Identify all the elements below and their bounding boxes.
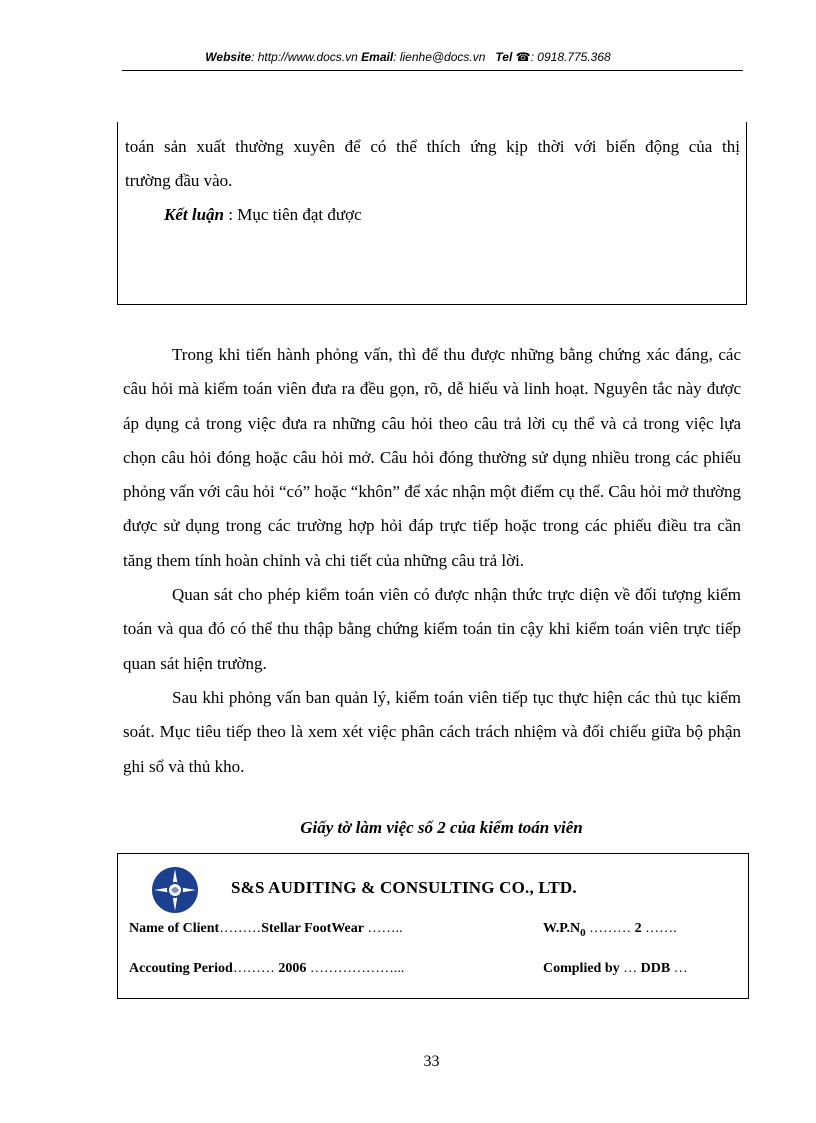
company-name: S&S AUDITING & CONSULTING CO., LTD. [231,878,577,897]
tel-value: : 0918.775.368 [530,50,611,64]
complied-value: DDB [640,961,671,976]
website-value: : http://www.docs.vn [251,50,358,64]
wpn-label: W.P.N [543,921,581,936]
complied-row [543,961,688,977]
wpn-subscript: 0 [580,926,586,939]
period-value: 2006 [278,961,307,976]
client-label: Name of Client [129,921,220,936]
client-dots-2: …….. [363,921,403,936]
body-text [123,338,741,784]
email-value: : lienhe@docs.vn [393,50,486,64]
company-logo-icon [151,866,199,914]
period-dots-2: ………………... [306,961,405,976]
period-row [129,961,404,977]
client-row [129,921,402,937]
paragraph-observation: Quan sát cho phép kiểm toán viên có được nhận thức trực diện về đối tượng kiểm toán và qua đó có thể thu thập bằng chứng kiểm toán tin cậy khi kiểm toán viên trực tiếp quan sát hiện trường. [123,585,741,673]
conclusion-line [118,198,746,232]
client-value: Stellar FootWear [261,921,364,936]
conclusion-label: Kết luận [164,205,224,224]
email-label: Email [361,50,394,64]
website-label: Website [205,50,252,64]
complied-label: Complied by [543,961,624,976]
phone-icon: ☎ [515,50,531,64]
page-number: 33 [423,1053,440,1070]
wpn-value: 2 [634,921,642,936]
wpn-row [543,921,677,939]
conclusion-box [117,122,747,305]
tel-label: Tel [495,50,513,64]
paragraph-interview: Trong khi tiến hành phỏng vấn, thì để thu được những bằng chứng xác đáng, các câu hỏi mà kiểm toán viên đưa ra đều gọn, rõ, dễ hiểu và linh hoạt. Nguyên tắc này được áp dụng cả trong việc đưa ra những câu hỏi theo câu trả lời cụ thể và cả trong việc lựa chọn câu hỏi đóng hoặc câu hỏi mở. Câu hỏi đóng thường sử dụng nhiều trong các phiếu phỏng vấn với câu hỏi “có” hoặc “khôn” để xác nhận một điểm cụ thể. Câu hỏi mở thường được sử dụng trong các trường hợp hỏi đáp trực tiếp hoặc trong các phiếu điều tra cần tăng them tính hoàn chỉnh và chi tiết của những câu trả lời. [123,345,741,570]
box-text-line2: trường đầu vào. [125,171,233,190]
wpn-dots-1: ……… [585,921,635,936]
complied-dots-2: … [670,961,688,976]
wpn-dots-2: ……. [641,921,677,936]
page-header [0,50,816,64]
header-divider [122,70,743,71]
conclusion-text: : Mục tiên đạt được [224,205,362,224]
working-paper-header-box [117,853,749,999]
client-dots-1: ……… [219,921,262,936]
period-label: Accouting Period [129,961,233,976]
working-paper-caption: Giấy tờ làm việc số 2 của kiểm toán viên [300,818,583,837]
paragraph-control: Sau khi phỏng vấn ban quản lý, kiểm toán viên tiếp tục thực hiện các thủ tục kiểm soát. Mục tiêu tiếp theo là xem xét việc phân cách trách nhiệm và đối chiếu giữa bộ phận ghi sổ và thủ kho. [123,687,741,776]
complied-dots-1: … [623,961,641,976]
period-dots-1: ……… [232,961,279,976]
box-text-line1: toán sản xuất thường xuyên để có thể thích ứng kịp thời với biến động của thị [125,137,740,156]
